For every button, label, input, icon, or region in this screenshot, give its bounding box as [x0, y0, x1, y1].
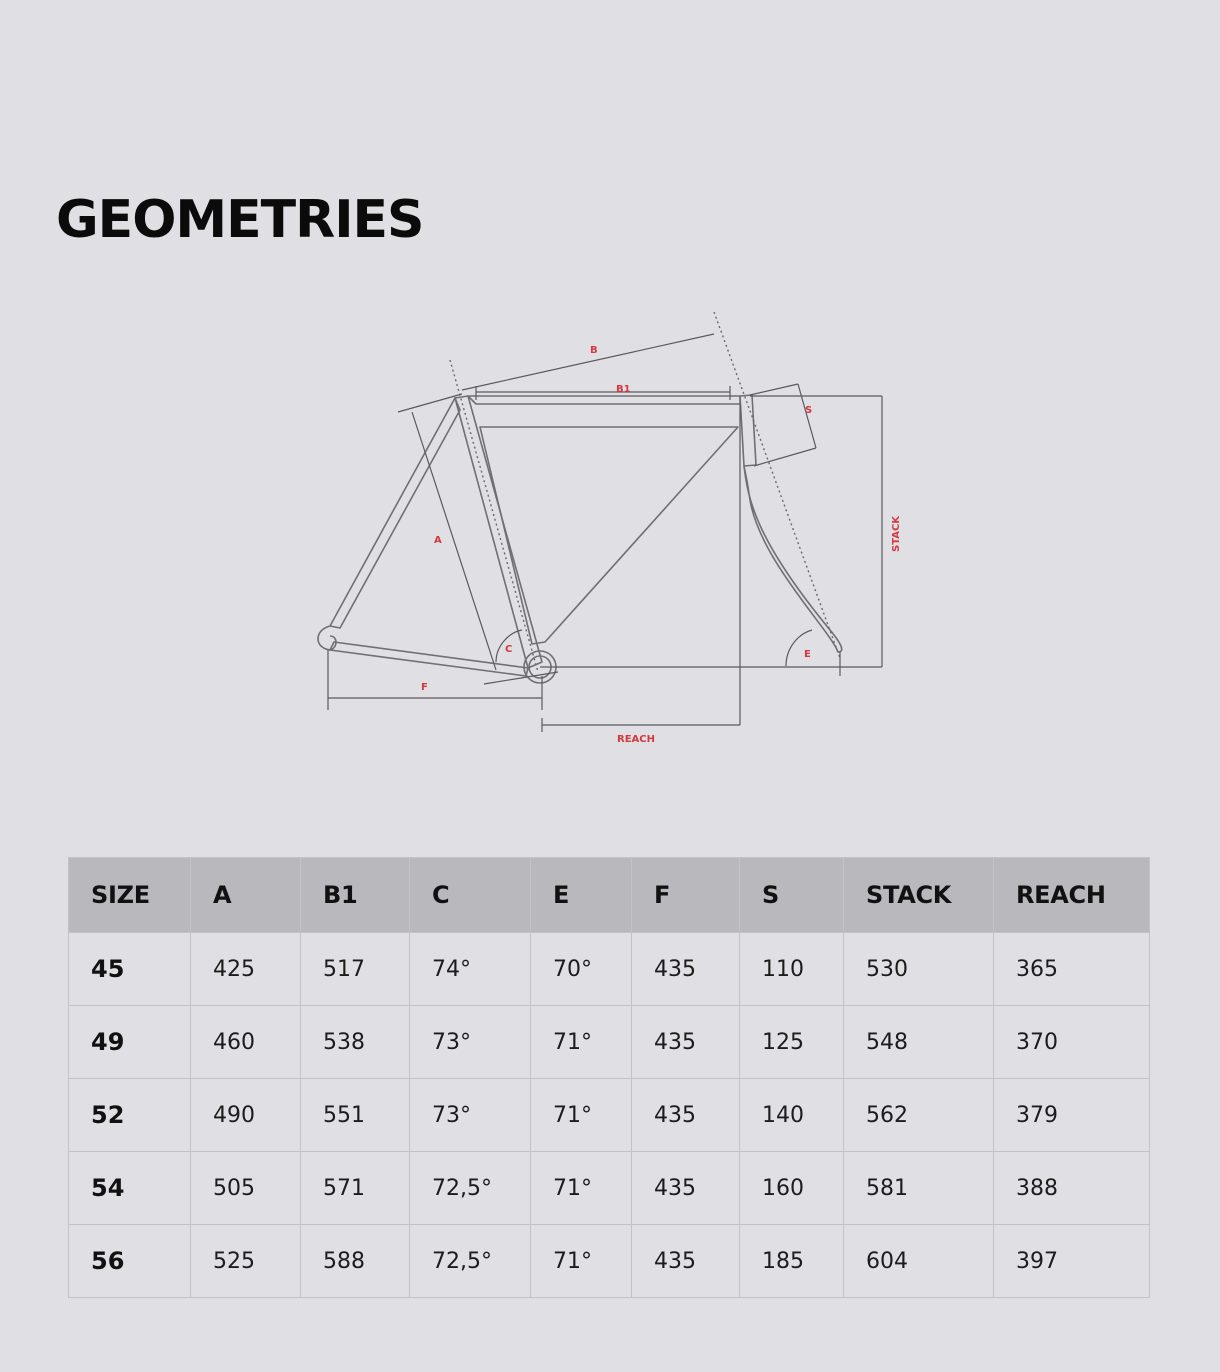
cell-s: 140 — [740, 1079, 844, 1152]
label-b1: B1 — [616, 384, 631, 395]
cell-c: 73° — [410, 1079, 531, 1152]
label-e: E — [804, 649, 811, 660]
cell-stack: 581 — [844, 1152, 994, 1225]
cell-a: 490 — [191, 1079, 301, 1152]
label-f: F — [421, 682, 428, 693]
cell-size: 52 — [69, 1079, 191, 1152]
table-row — [69, 1079, 1150, 1152]
label-c: C — [505, 644, 513, 655]
down-tube — [480, 427, 738, 644]
cell-f: 435 — [632, 1225, 740, 1298]
head-tube — [740, 395, 756, 466]
cell-e: 71° — [531, 1225, 632, 1298]
cell-s: 110 — [740, 933, 844, 1006]
rear-dropout — [318, 626, 336, 650]
cell-e: 70° — [531, 933, 632, 1006]
table-row — [69, 1152, 1150, 1225]
bike-frame — [318, 395, 842, 683]
seat-tube-axis — [450, 360, 538, 672]
cell-size: 45 — [69, 933, 191, 1006]
cell-f: 435 — [632, 1152, 740, 1225]
header-row — [69, 858, 1150, 933]
cell-size: 56 — [69, 1225, 191, 1298]
geometry-table — [68, 857, 1150, 1298]
label-b: B — [590, 345, 598, 356]
cell-reach: 365 — [994, 933, 1150, 1006]
cell-stack: 530 — [844, 933, 994, 1006]
header-b1: B1 — [301, 858, 410, 933]
cell-size: 54 — [69, 1152, 191, 1225]
dimension-s-line-bottom — [754, 448, 816, 466]
table-header — [69, 858, 1150, 933]
header-a: A — [191, 858, 301, 933]
header-c: C — [410, 858, 531, 933]
cell-reach: 397 — [994, 1225, 1150, 1298]
cell-e: 71° — [531, 1079, 632, 1152]
seat-tube — [455, 396, 542, 668]
cell-reach: 388 — [994, 1152, 1150, 1225]
cell-e: 71° — [531, 1006, 632, 1079]
cell-stack: 562 — [844, 1079, 994, 1152]
cell-size: 49 — [69, 1006, 191, 1079]
header-size: SIZE — [69, 858, 191, 933]
cell-b1: 517 — [301, 933, 410, 1006]
cell-b1: 571 — [301, 1152, 410, 1225]
label-stack: STACK — [891, 515, 902, 552]
header-e: E — [531, 858, 632, 933]
cell-stack: 548 — [844, 1006, 994, 1079]
seat-stay — [330, 398, 460, 628]
cell-reach: 370 — [994, 1006, 1150, 1079]
frame-geometry-svg — [300, 300, 920, 760]
dimension-s-line-side — [798, 384, 816, 448]
cell-a: 525 — [191, 1225, 301, 1298]
cell-f: 435 — [632, 1006, 740, 1079]
cell-reach: 379 — [994, 1079, 1150, 1152]
page-title: GEOMETRIES — [56, 190, 424, 250]
cell-stack: 604 — [844, 1225, 994, 1298]
header-s: S — [740, 858, 844, 933]
table-row — [69, 1225, 1150, 1298]
cell-a: 460 — [191, 1006, 301, 1079]
fork-axis — [714, 312, 840, 658]
cell-b1: 551 — [301, 1079, 410, 1152]
header-f: F — [632, 858, 740, 933]
label-a: A — [434, 535, 442, 546]
header-stack: STACK — [844, 858, 994, 933]
cell-c: 74° — [410, 933, 531, 1006]
cell-c: 72,5° — [410, 1225, 531, 1298]
cell-a: 425 — [191, 933, 301, 1006]
header-reach: REACH — [994, 858, 1150, 933]
dimension-labels — [421, 345, 902, 745]
cell-s: 125 — [740, 1006, 844, 1079]
label-s: S — [805, 405, 813, 416]
label-reach: REACH — [617, 734, 655, 745]
cell-b1: 588 — [301, 1225, 410, 1298]
cell-c: 72,5° — [410, 1152, 531, 1225]
dimension-s-line-top — [750, 384, 798, 395]
cell-a: 505 — [191, 1152, 301, 1225]
cell-c: 73° — [410, 1006, 531, 1079]
table-row — [69, 933, 1150, 1006]
axis-lines — [450, 312, 840, 672]
table-body — [69, 933, 1150, 1298]
cell-b1: 538 — [301, 1006, 410, 1079]
cell-f: 435 — [632, 933, 740, 1006]
dimension-lines — [328, 334, 882, 732]
table-row — [69, 1006, 1150, 1079]
dimension-b-line — [462, 334, 714, 390]
cell-s: 185 — [740, 1225, 844, 1298]
angle-e-arc — [786, 630, 812, 666]
cell-e: 71° — [531, 1152, 632, 1225]
cell-f: 435 — [632, 1079, 740, 1152]
top-tube — [468, 396, 740, 404]
cell-s: 160 — [740, 1152, 844, 1225]
frame-geometry-diagram — [300, 300, 920, 760]
chain-stay — [330, 642, 528, 676]
